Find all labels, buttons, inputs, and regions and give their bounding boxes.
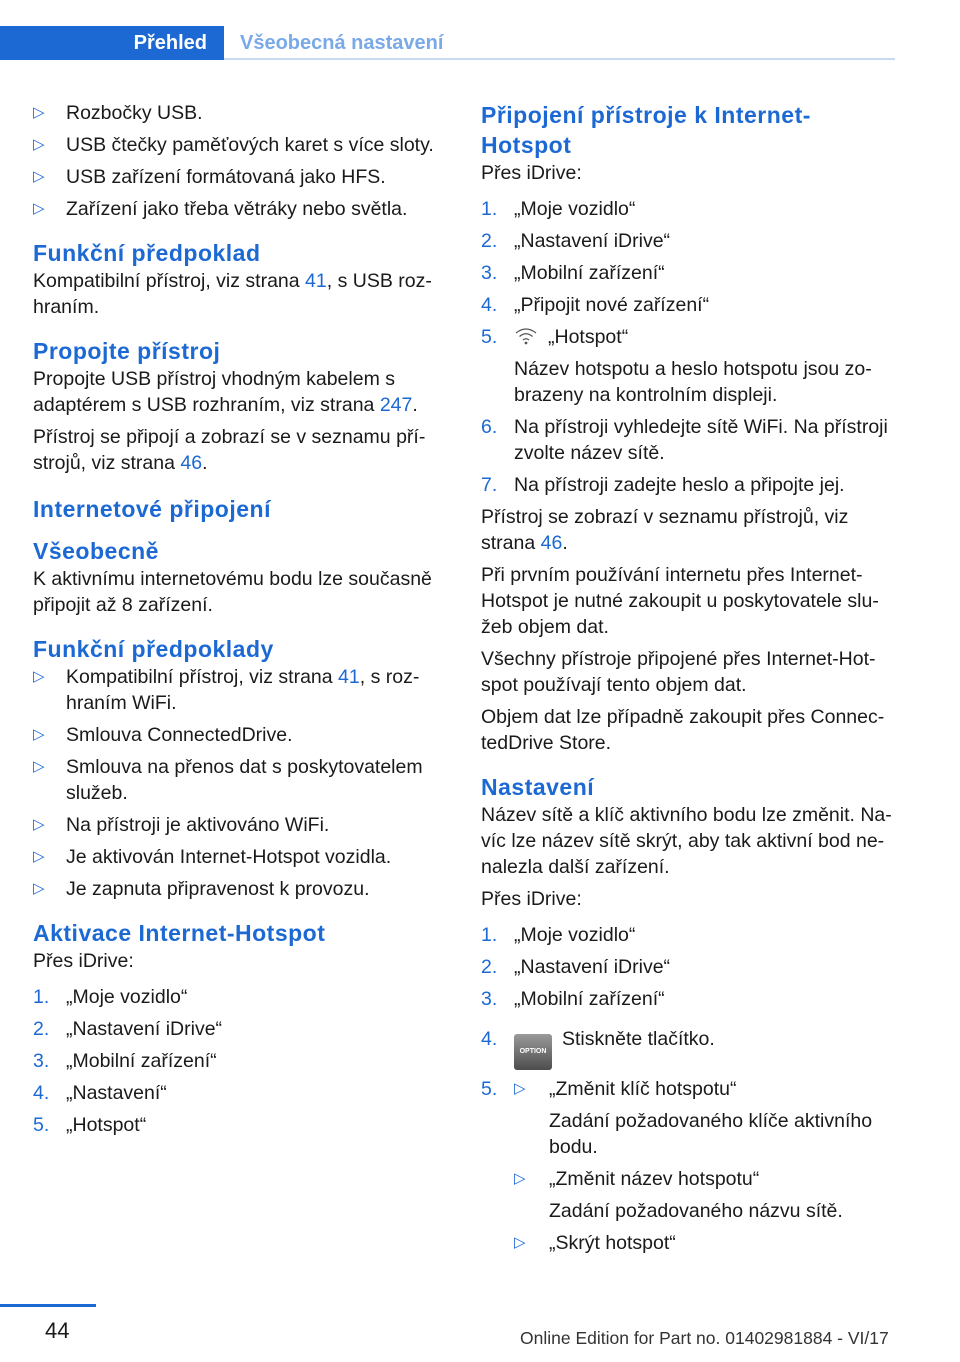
settings-steps <box>481 922 895 1256</box>
triangle-bullet-icon: ▷ <box>514 1170 526 1187</box>
page-link[interactable]: 247 <box>379 394 413 416</box>
section-heading: Propojte přístroj <box>33 338 221 364</box>
page-link[interactable]: 41 <box>338 666 360 688</box>
triangle-bullet-icon: ▷ <box>33 848 45 865</box>
list-item: 1. „Moje vozidlo“ <box>481 198 636 220</box>
triangle-bullet-icon: ▷ <box>33 880 45 897</box>
section-heading: Všeobecně <box>33 538 159 564</box>
section-heading: Připojení přístroje k Internet-Hotspot <box>481 102 811 158</box>
triangle-bullet-icon: ▷ <box>514 1234 526 1251</box>
triangle-bullet-icon: ▷ <box>33 104 45 121</box>
list-item: ▷ Rozbočky USB. <box>33 102 203 124</box>
page-number: 44 <box>45 1318 70 1343</box>
tab-overview[interactable]: Přehled <box>0 26 224 60</box>
list-item: 4. „Nastavení“ <box>33 1082 167 1104</box>
list-item: 1. „Moje vozidlo“ <box>481 924 636 946</box>
page-link[interactable]: 46 <box>540 532 563 554</box>
page-header <box>0 0 895 62</box>
list-item: ▷ USB čtečky paměťových karet s více sloty. <box>33 134 434 156</box>
list-item: ▷ Smlouva ConnectedDrive. <box>33 724 293 746</box>
list-item: 4. OPTIONStiskněte tlačítko. <box>481 1026 895 1070</box>
paragraph: Kompatibilní přístroj, viz strana 41, s USB roz‐hraním. <box>33 270 432 318</box>
list-item: ▷ Na přístroji je aktivováno WiFi. <box>33 814 330 836</box>
left-column <box>33 100 445 1144</box>
tab-general-settings[interactable]: Všeobecná nastavení <box>240 32 444 54</box>
section-heading: Nastavení <box>481 774 595 800</box>
triangle-bullet-icon: ▷ <box>33 726 45 743</box>
page-link[interactable]: 46 <box>180 452 203 474</box>
list-item: 4. „Připojit nové zařízení“ <box>481 294 710 316</box>
list-item: 5. „Hotspot“ <box>33 1114 147 1136</box>
list-item: ▷ Zařízení jako třeba větráky nebo světla. <box>33 198 408 220</box>
list-item: ▷ Je zapnuta připravenost k provozu. <box>33 878 370 900</box>
list-item: ▷ „Skrýt hotspot“ <box>514 1232 676 1254</box>
chapter-heading: Internetové připojení <box>33 496 271 522</box>
list-item: ▷ Je aktivován Internet-Hotspot vozidla. <box>33 846 392 868</box>
header-rule <box>224 58 895 60</box>
triangle-bullet-icon: ▷ <box>514 1080 526 1097</box>
list-item: 3. „Mobilní zařízení“ <box>481 988 665 1010</box>
list-item: 6. Na přístroji vyhledejte sítě WiFi. Na přístroji zvolte název sítě. <box>481 416 888 464</box>
paragraph: Přes iDrive: <box>481 888 582 910</box>
edition-note: Online Edition for Part no. 01402981884 - VI/17 <box>520 1328 889 1348</box>
list-item: ▷ USB zařízení formátovaná jako HFS. <box>33 166 386 188</box>
paragraph: Přes iDrive: <box>481 162 582 184</box>
list-item: 2. „Nastavení iDrive“ <box>33 1018 223 1040</box>
section-heading: Funkční předpoklad <box>33 240 261 266</box>
list-item: ▷ Smlouva na přenos dat s poskytovatelem služeb. <box>33 756 423 804</box>
connect-steps <box>481 196 895 498</box>
page-link[interactable]: 41 <box>305 270 327 292</box>
paragraph: Propojte USB přístroj vhodným kabelem s adaptérem s USB rozhraním, viz strana 247. <box>33 368 418 416</box>
list-item: 5. „Hotspot“ Název hotspotu a heslo hotspotu jsou zo‐brazeny na kontrolním displeji. <box>481 326 872 406</box>
list-item: ▷ „Změnit název hotspotu“ Zadání požadovaného názvu sítě. <box>514 1168 843 1222</box>
triangle-bullet-icon: ▷ <box>33 668 45 685</box>
list-item: ▷ „Změnit klíč hotspotu“ Zadání požadovaného klíče aktivního bodu. <box>514 1078 873 1158</box>
unsupported-devices-list <box>33 100 445 222</box>
list-item: 3. „Mobilní zařízení“ <box>33 1050 217 1072</box>
activation-steps <box>33 984 445 1138</box>
paragraph: Při prvním používání internetu přes Internet-Hotspot je nutné zakoupit u poskytovatele slu‐žeb objem dat. <box>481 564 879 638</box>
wifi-hotspot-icon <box>514 327 538 345</box>
footer-rule <box>0 1304 96 1307</box>
list-item: 3. „Mobilní zařízení“ <box>481 262 665 284</box>
option-button-icon: OPTION <box>514 1034 552 1070</box>
requirements-list <box>33 664 445 902</box>
paragraph: Přístroj se zobrazí v seznamu přístrojů, viz strana 46. <box>481 506 849 554</box>
list-item: 7. Na přístroji zadejte heslo a připojte jej. <box>481 474 845 496</box>
list-item: 2. „Nastavení iDrive“ <box>481 230 671 252</box>
right-column <box>481 100 895 1262</box>
paragraph: K aktivnímu internetovému bodu lze současně připojit až 8 zařízení. <box>33 568 432 616</box>
paragraph: Objem dat lze případně zakoupit přes Connec‐tedDrive Store. <box>481 706 885 754</box>
list-item: 5. ▷ „Změnit klíč hotspotu“ Zadání požadovaného klíče aktivního bodu. ▷ „Změnit název hotspotu“ Zadání požadovaného názvu sítě. ▷ „Skrýt hotspot“ <box>481 1076 895 1256</box>
paragraph: Přes iDrive: <box>33 950 134 972</box>
paragraph: Přístroj se připojí a zobrazí se v seznamu pří‐strojů, viz strana 46. <box>33 426 426 474</box>
paragraph: Všechny přístroje připojené přes Internet-Hot‐spot používají tento objem dat. <box>481 648 876 696</box>
triangle-bullet-icon: ▷ <box>33 200 45 217</box>
triangle-bullet-icon: ▷ <box>33 136 45 153</box>
section-heading: Aktivace Internet-Hotspot <box>33 920 326 946</box>
triangle-bullet-icon: ▷ <box>33 758 45 775</box>
list-item: 2. „Nastavení iDrive“ <box>481 956 671 978</box>
triangle-bullet-icon: ▷ <box>33 816 45 833</box>
list-item: ▷ Kompatibilní přístroj, viz strana 41, s roz‐hraním WiFi. <box>33 666 420 714</box>
triangle-bullet-icon: ▷ <box>33 168 45 185</box>
section-heading: Funkční předpoklady <box>33 636 274 662</box>
option-submenu-list <box>514 1076 895 1256</box>
paragraph: Název sítě a klíč aktivního bodu lze změnit. Na‐víc lze název sítě skrýt, aby tak aktivní bod ne‐nalezla další zařízení. <box>481 804 892 878</box>
list-item: 1. „Moje vozidlo“ <box>33 986 188 1008</box>
